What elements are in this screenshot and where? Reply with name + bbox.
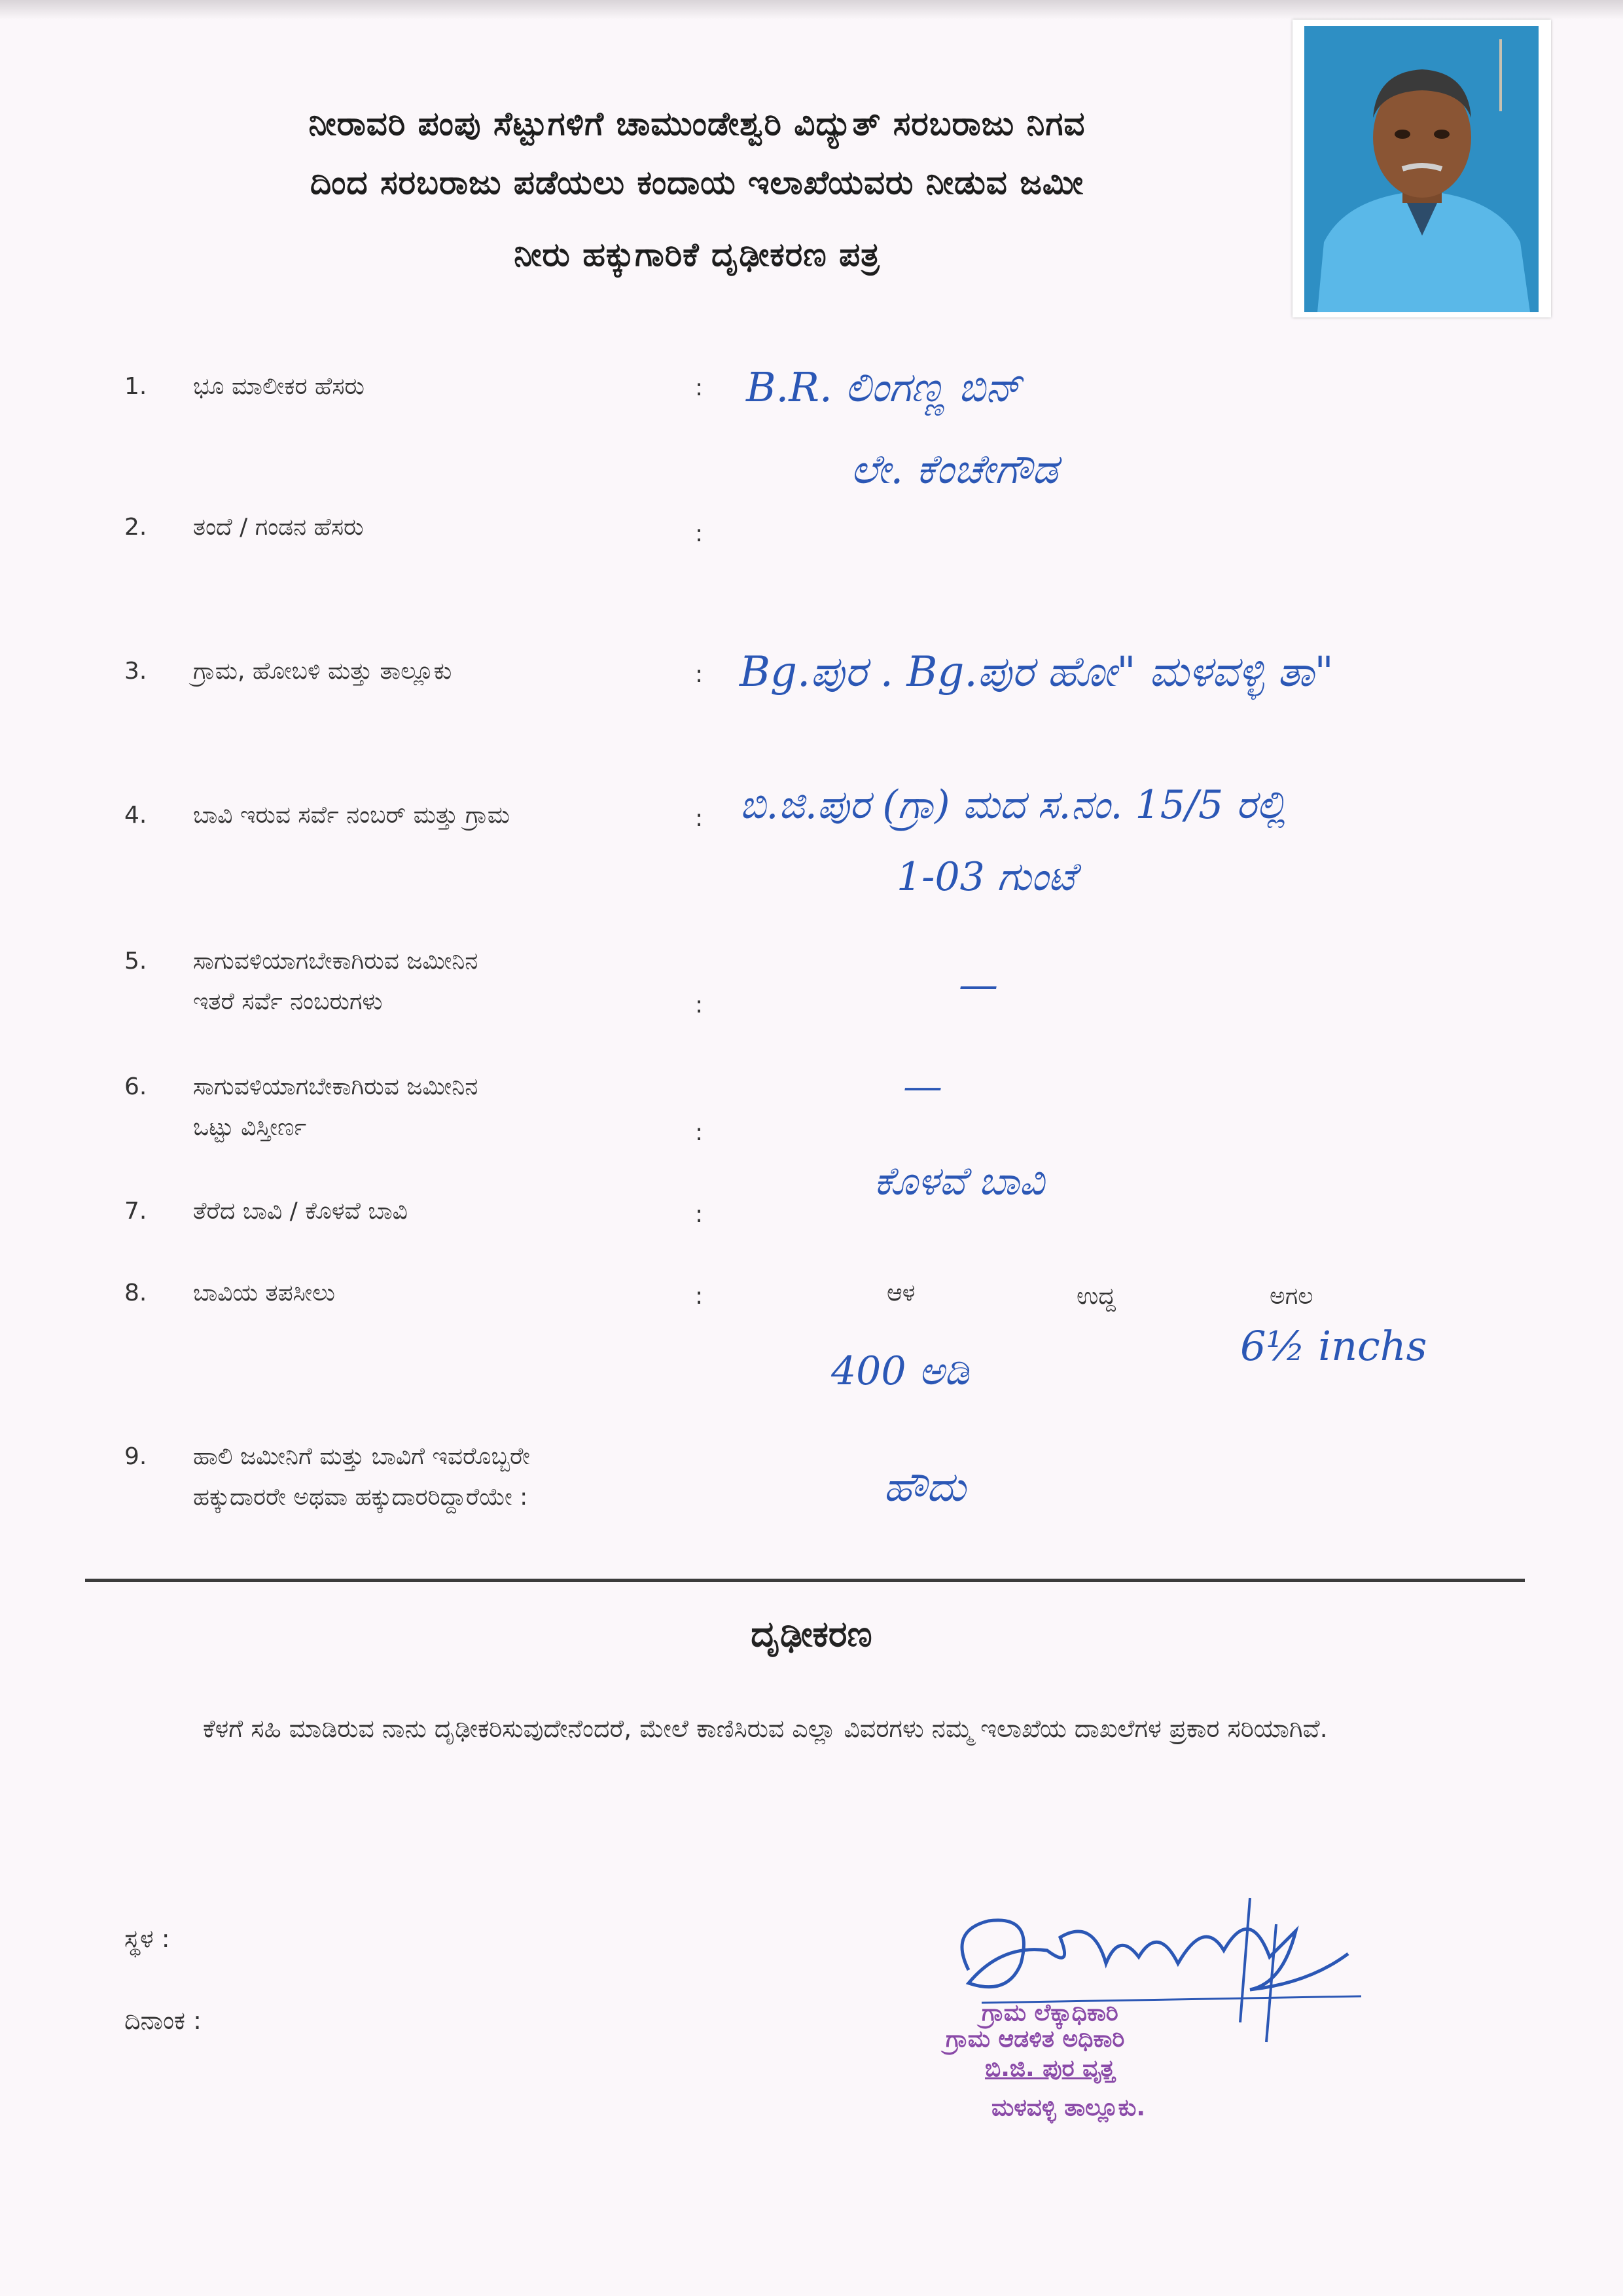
- stamp-line-4: ಮಳವಳ್ಳಿ ತಾಲ್ಲೂಕು.: [991, 2094, 1146, 2121]
- field-3-colon: :: [695, 661, 704, 688]
- length-header: ಉದ್ದ: [1077, 1283, 1116, 1310]
- title-line-2: ದಿಂದ ಸರಬರಾಜು ಪಡೆಯಲು ಕಂದಾಯ ಇಲಾಖೆಯವರು ನೀಡುವ ಜಮೀ: [310, 164, 1084, 202]
- field-4-value-line-2: 1-03 ಗುಂಟೆ: [897, 854, 1076, 900]
- title-line-3: ನೀರು ಹಕ್ಕುಗಾರಿಕೆ ದೃಢೀಕರಣ ಪತ್ರ: [514, 236, 880, 274]
- date-label: ದಿನಾಂಕ :: [124, 2006, 202, 2035]
- field-8-colon: :: [695, 1283, 704, 1310]
- field-1-value: B.R. ಲಿಂಗಣ್ಣ ಬಿನ್: [746, 363, 1022, 411]
- field-2-colon: :: [695, 520, 704, 547]
- person-portrait-icon: [1304, 26, 1539, 312]
- field-6-number: 6.: [124, 1073, 147, 1100]
- field-5-colon: :: [695, 992, 704, 1018]
- applicant-photo: [1293, 20, 1551, 317]
- field-1-label: ಭೂ ಮಾಲೀಕರ ಹೆಸರು: [193, 373, 365, 400]
- field-1-value-line-2: ಲೇ. ಕೆಂಚೇಗೌಡ: [851, 445, 1058, 493]
- field-9-label-line-2: ಹಕ್ಕುದಾರರೇ ಅಥವಾ ಹಕ್ಕುದಾರರಿದ್ದಾರೆಯೇ :: [193, 1484, 528, 1511]
- field-8-label: ಬಾವಿಯ ತಪಸೀಲು: [193, 1280, 335, 1306]
- field-6-label: ಸಾಗುವಳಿಯಾಗಬೇಕಾಗಿರುವ ಜಮೀನಿನ: [193, 1073, 478, 1100]
- field-4-label: ಬಾವಿ ಇರುವ ಸರ್ವೆ ನಂಬರ್ ಮತ್ತು ಗ್ರಾಮ: [193, 802, 510, 829]
- field-5-label-line-2: ಇತರೆ ಸರ್ವೆ ನಂಬರುಗಳು: [193, 988, 383, 1015]
- field-7-colon: :: [695, 1201, 704, 1228]
- field-2-number: 2.: [124, 514, 147, 541]
- field-5-label: ಸಾಗುವಳಿಯಾಗಬೇಕಾಗಿರುವ ಜಮೀನಿನ: [193, 948, 478, 975]
- field-9-value: ಹೌದು: [883, 1463, 966, 1511]
- place-label: ಸ್ಥಳ :: [124, 1924, 170, 1953]
- field-7-number: 7.: [124, 1198, 147, 1225]
- depth-header: ಆಳ: [887, 1280, 916, 1306]
- field-4-number: 4.: [124, 802, 147, 829]
- field-1-number: 1.: [124, 373, 147, 400]
- field-9-label: ಹಾಲಿ ಜಮೀನಿಗೆ ಮತ್ತು ಬಾವಿಗೆ ಇವರೊಬ್ಬರೇ: [193, 1443, 530, 1470]
- certification-text: ಕೆಳಗೆ ಸಹಿ ಮಾಡಿರುವ ನಾನು ದೃಢೀಕರಿಸುವುದೇನೆಂದರೆ, ಮೇಲೆ ಕಾಣಿಸಿರುವ ಎಲ್ಲಾ ವಿವರಗಳು ನಮ್ಮ ಇಲಾಖೆಯ ದಾಖಲೆಗಳ ಪ್ರಕಾರ ಸರಿಯಾಗಿವೆ.: [203, 1714, 1328, 1743]
- field-5-value: —: [959, 962, 998, 1008]
- stamp-line-3: ಬಿ.ಜಿ. ಪುರ ವೃತ್ತ: [985, 2055, 1115, 2082]
- field-7-value: ಕೊಳವೆ ಬಾವಿ: [874, 1158, 1045, 1204]
- field-1-colon: :: [695, 374, 704, 401]
- field-4-value: ಬಿ.ಜಿ.ಪುರ (ಗ್ರಾ) ಮದ ಸ.ನಂ. 15/5 ರಲ್ಲಿ: [740, 782, 1287, 828]
- certification-title: ದೃಢೀಕರಣ: [751, 1613, 872, 1655]
- field-6-value: —: [903, 1064, 942, 1109]
- field-4-colon: :: [695, 805, 704, 832]
- stamp-line-2: ಗ್ರಾಮ ಆಡಳಿತ ಅಧಿಕಾರಿ: [946, 2026, 1125, 2053]
- stamp-line-1: ಗ್ರಾಮ ಲೆಕ್ಕಾಧಿಕಾರಿ: [982, 2000, 1118, 2026]
- field-3-value: Bg.ಪುರ . Bg.ಪುರ ಹೋ" ಮಳವಳ್ಳಿ ತಾ": [740, 648, 1334, 696]
- field-3-label: ಗ್ರಾಮ, ಹೋಬಳಿ ಮತ್ತು ತಾಲ್ಲೂಕು: [193, 658, 452, 685]
- field-9-number: 9.: [124, 1443, 147, 1470]
- field-2-label: ತಂದೆ / ಗಂಡನ ಹೆಸರು: [193, 514, 364, 541]
- field-5-number: 5.: [124, 948, 147, 975]
- field-6-label-line-2: ಒಟ್ಟು ವಿಸ್ತೀರ್ಣ: [193, 1114, 307, 1141]
- title-line-1: ನೀರಾವರಿ ಪಂಪು ಸೆಟ್ಟುಗಳಿಗೆ ಚಾಮುಂಡೇಶ್ವರಿ ವಿದ್ಯುತ್ ಸರಬರಾಜು ನಿಗವ: [308, 105, 1086, 143]
- field-3-number: 3.: [124, 658, 147, 685]
- section-divider: [85, 1579, 1525, 1582]
- scan-edge: [0, 0, 1623, 20]
- depth-value: 400 ಅಡಿ: [831, 1348, 969, 1394]
- field-7-label: ತೆರೆದ ಬಾವಿ / ಕೊಳವೆ ಬಾವಿ: [193, 1198, 408, 1225]
- width-header: ಅಗಲ: [1270, 1283, 1313, 1310]
- field-6-colon: :: [695, 1119, 704, 1146]
- field-8-number: 8.: [124, 1280, 147, 1306]
- width-value: 6½ inchs: [1240, 1322, 1427, 1370]
